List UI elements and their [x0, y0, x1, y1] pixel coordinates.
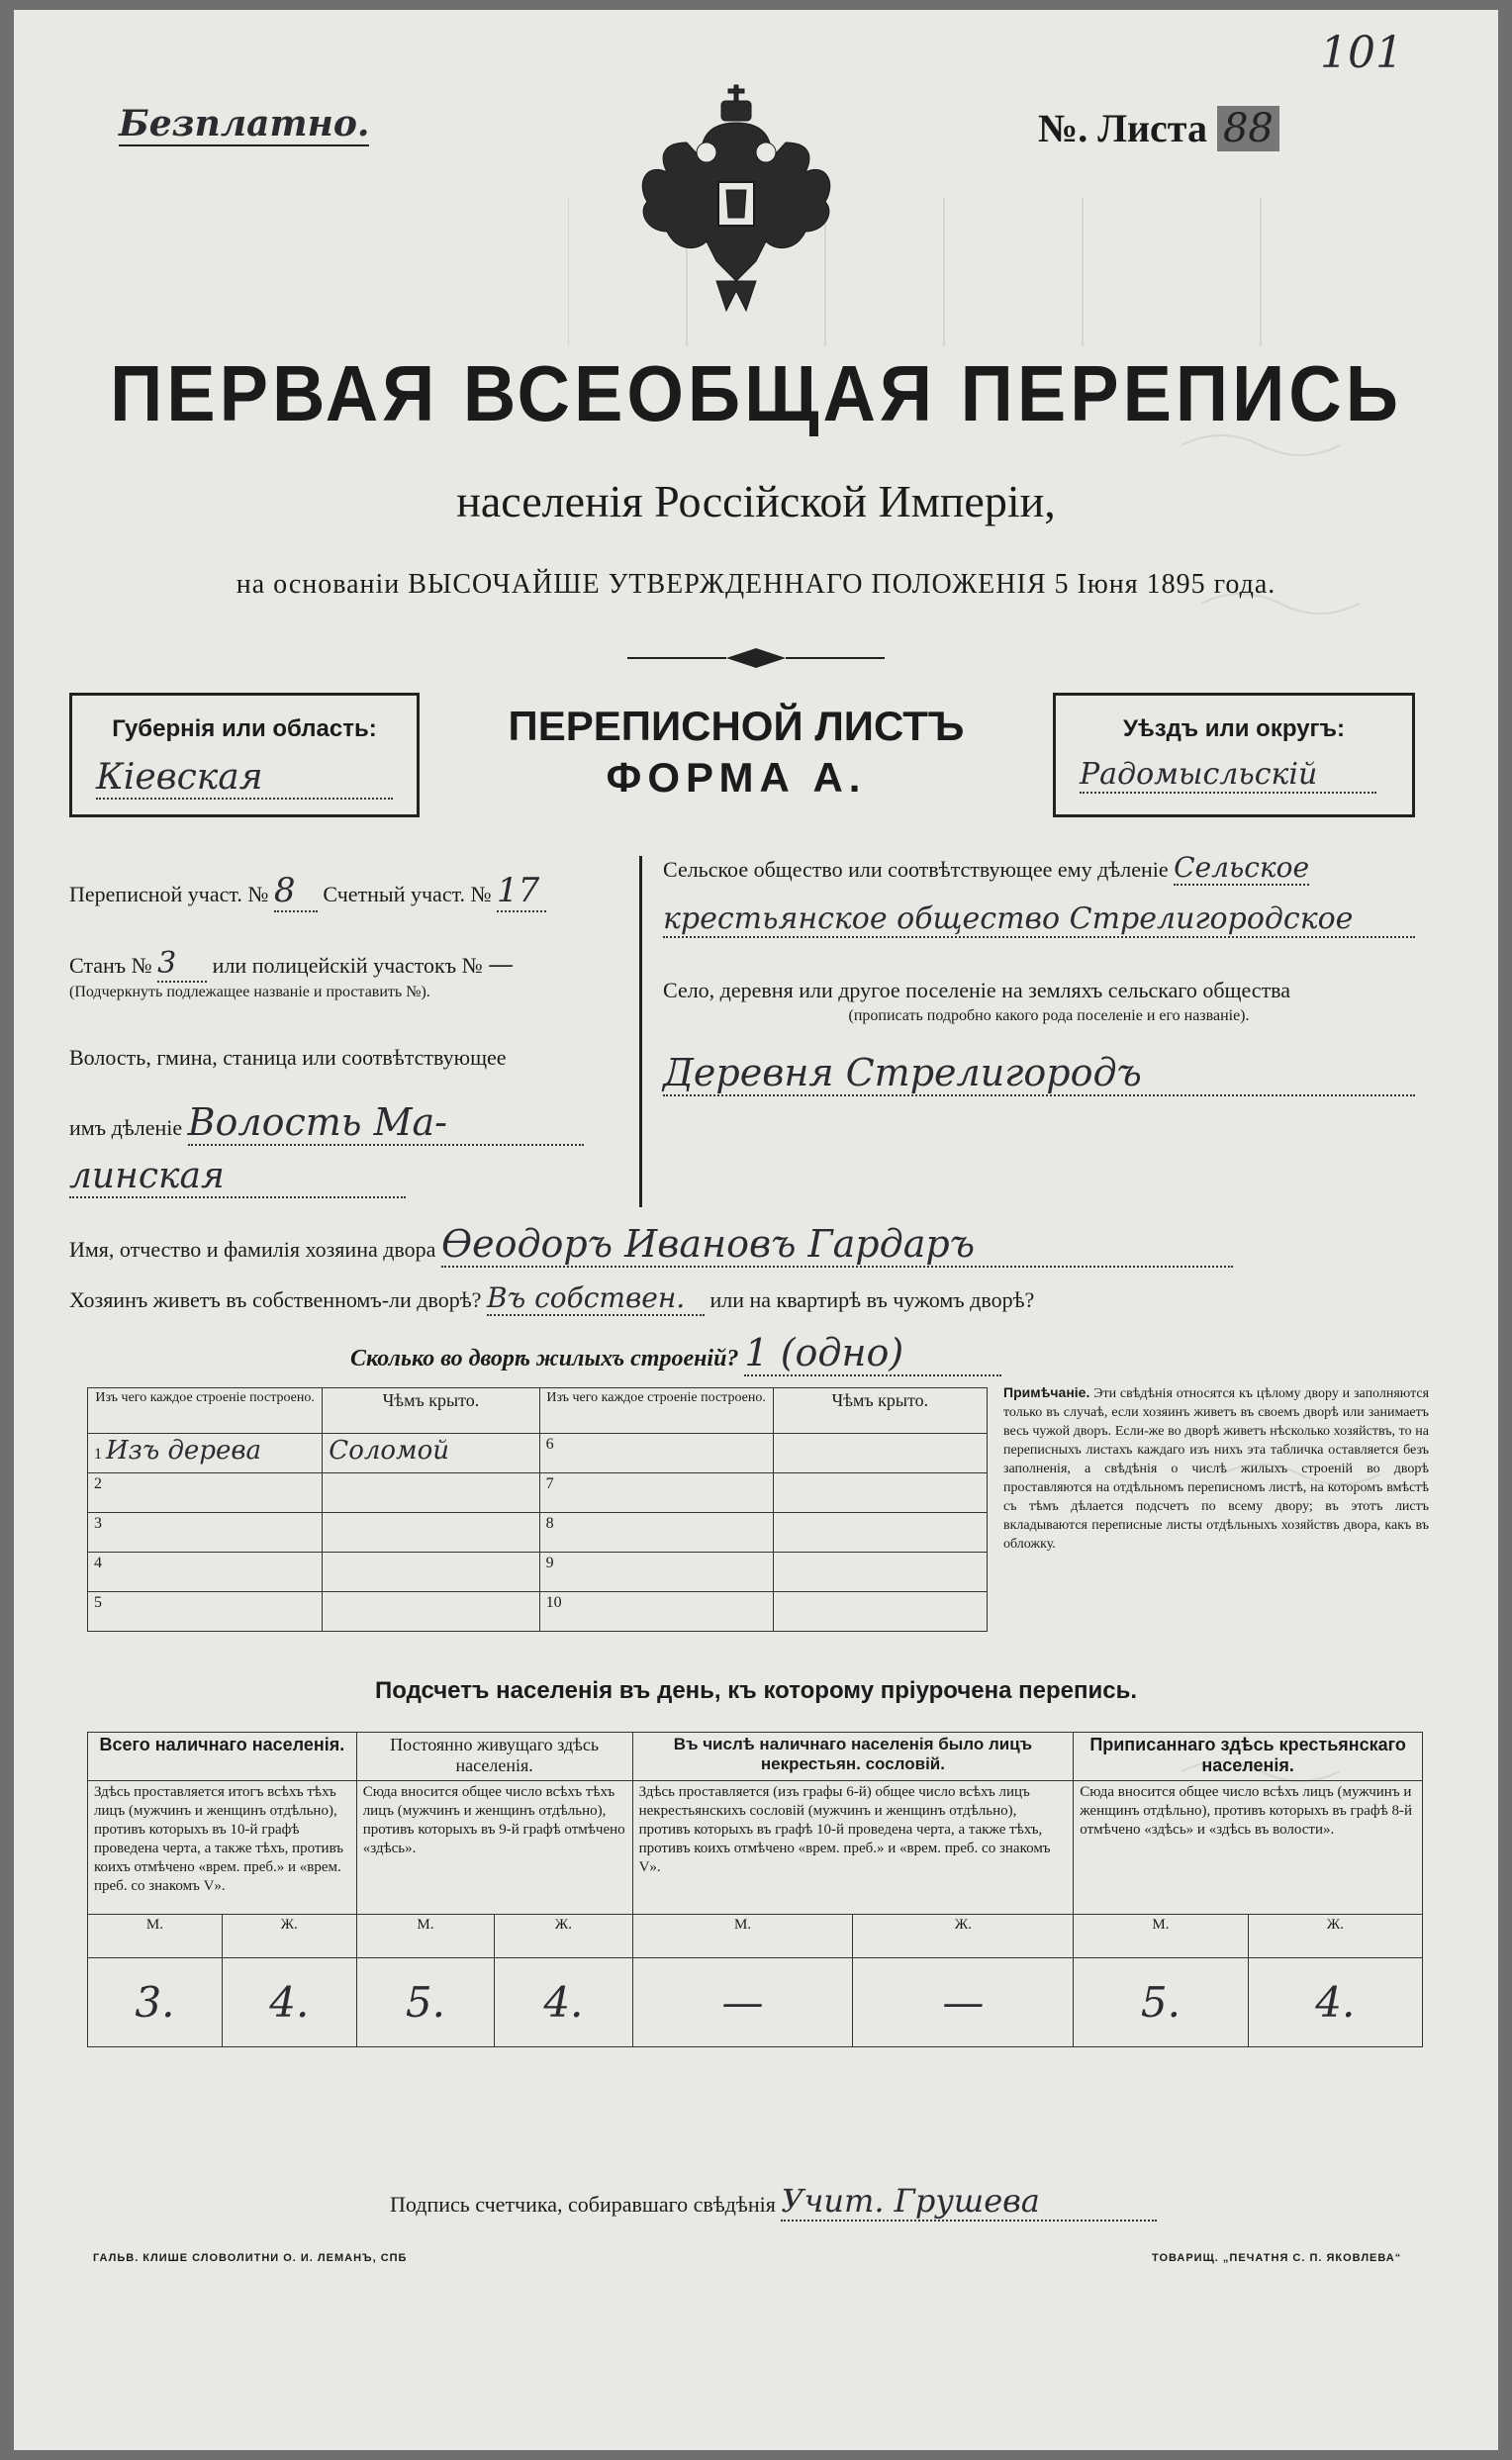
table-row	[88, 1592, 988, 1632]
m-label: М.	[356, 1915, 494, 1958]
owner-row	[69, 1222, 1435, 1268]
district-box	[1053, 693, 1415, 817]
lives-row	[69, 1281, 1435, 1316]
stan-label: Станъ №	[69, 953, 152, 978]
printer-right: ТОВАРИЩ. „ПЕЧАТНЯ С. П. ЯКОВЛЕВА“	[1152, 2252, 1402, 2264]
note-text: Эти свѣдѣнія относятся къ цѣлому двору и заполняются только въ случаѣ, если хозяинъ живетъ въ своемъ дворѣ или занимаетъ весь чужой дворъ. Если-же во дворѣ живетъ нѣсколько хозяйствъ, то на переписныхъ листахъ каждаго изъ нихъ эта табличка оставляется безъ заполненія, а свѣдѣнія о числѣ жилыхъ строеній во дворѣ проставляются на отдѣльномъ переписномъ листѣ, на которомъ вмѣстѣ съ тѣмъ дѣлается подсчетъ по всему двору; въ этотъ листъ вкладываются переписные листы отдѣльныхъ хозяйствъ двора, какъ въ обложку.	[1003, 1386, 1430, 1552]
society-value-1: Сельское	[1174, 851, 1310, 884]
count-unit-value: 17	[497, 871, 546, 912]
society-label: Сельское общество или соотвѣтствующее ему дѣленіе	[663, 857, 1169, 882]
lives-label-1: Хозяинъ живетъ въ собственномъ-ли дворѣ?	[69, 1287, 482, 1312]
table-row	[88, 1434, 988, 1473]
buildings-table	[87, 1387, 988, 1632]
row-number: 4	[94, 1555, 102, 1571]
census-unit-value: 8	[274, 871, 318, 912]
total-m-value: 3.	[88, 1958, 223, 2047]
district-label: Уѣздъ или округъ:	[1122, 715, 1346, 742]
form-title: ПЕРЕПИСНОЙ ЛИСТЪ	[508, 703, 965, 749]
total-zh-value: 4.	[222, 1958, 356, 2047]
nonpeasant-zh-value: —	[853, 1958, 1074, 2047]
count-col-head-4: Приписаннаго здѣсь крестьянскаго населенія.	[1074, 1733, 1423, 1781]
registered-zh-value: 4.	[1248, 1958, 1422, 2047]
lives-value: Въ собствен.	[487, 1281, 705, 1316]
left-fields	[69, 871, 633, 1198]
stan-value: 3	[157, 946, 207, 983]
nonpeasant-m-value: —	[632, 1958, 853, 2047]
registered-m-value: 5.	[1074, 1958, 1248, 2047]
volost-label-1: Волость, гмина, станица или соотвѣтствующее	[69, 1045, 507, 1070]
province-value: Кіевская	[96, 757, 393, 800]
society-row	[663, 851, 1435, 884]
title-basis: на основаніи ВЫСОЧАЙШЕ УТВЕРЖДЕННАГО ПОЛОЖЕНІЯ 5 Іюня 1895 года.	[236, 569, 1276, 600]
buildings-label: Сколько во дворѣ жилыхъ строеній?	[350, 1346, 739, 1372]
printer-left: ГАЛЬВ. КЛИШЕ СЛОВОЛИТНИ О. И. ЛЕМАНЪ, СПБ	[93, 2252, 408, 2264]
table-row	[88, 1553, 988, 1592]
sheet-number	[1038, 105, 1279, 151]
zh-label: Ж.	[495, 1915, 632, 1958]
permanent-zh-value: 4.	[495, 1958, 632, 2047]
count-col-desc-2: Сюда вносится общее число всѣхъ тѣхъ лицъ (мужчинъ и женщинъ отдѣльно), противъ которыхъ въ 9-й графѣ отмѣчено «здѣсь».	[356, 1781, 632, 1915]
free-label: Безплатно.	[119, 103, 370, 144]
volost-row	[69, 1100, 633, 1146]
ornament-divider	[627, 643, 885, 673]
table-row	[88, 1473, 988, 1513]
village-value: Деревня Стрелигородъ	[663, 1051, 1415, 1096]
count-table-mz	[88, 1915, 1423, 1958]
province-box	[69, 693, 420, 817]
count-col-desc-1: Здѣсь проставляется итогъ всѣхъ тѣхъ лицъ (мужчинъ и женщинъ отдѣльно), противъ которыхъ въ 10-й графѣ проведена черта, а также тѣхъ, противъ коихъ отмѣчено «врем. преб.» и «врем. преб. со знакомъ V».	[88, 1781, 357, 1915]
sheet-number-value: 88	[1217, 106, 1279, 151]
row-number: 3	[94, 1515, 102, 1532]
police-value: —	[488, 950, 515, 980]
village-note: (прописать подробно какого рода поселеніе и его названіе).	[848, 1007, 1250, 1024]
district-value: Радомысльскій	[1080, 757, 1376, 794]
zh-label: Ж.	[853, 1915, 1074, 1958]
buildings-row	[350, 1331, 1001, 1376]
col-roof-right: Чѣмъ крыто.	[773, 1388, 987, 1434]
volost-label-2: имъ дѣленіе	[69, 1115, 183, 1140]
sheet-number-label: №. Листа	[1038, 106, 1207, 150]
census-unit-label: Переписной участ. №	[69, 882, 269, 906]
count-col-desc-3: Здѣсь проставляется (изъ графы 6-й) общее число всѣхъ лицъ некрестьянскихъ сословій (мужчинъ и женщинъ отдѣльно), противъ которыхъ въ графѣ 10-й проведена черта, а также тѣхъ, противъ коихъ отмѣчено «врем. преб.» и «врем. преб. со знакомъ V».	[632, 1781, 1074, 1915]
count-table-header	[88, 1733, 1423, 1781]
row-number: 2	[94, 1475, 102, 1492]
signature-label: Подпись счетчика, собиравшаго свѣдѣнія	[390, 2192, 776, 2217]
note-block	[1003, 1383, 1429, 1554]
zh-label: Ж.	[1248, 1915, 1422, 1958]
m-label: М.	[632, 1915, 853, 1958]
row-number: 9	[545, 1555, 554, 1571]
police-label: или полицейскій участокъ №	[212, 953, 483, 978]
count-table	[87, 1732, 1423, 2047]
permanent-m-value: 5.	[356, 1958, 494, 2047]
roof-value: Соломой	[329, 1436, 450, 1466]
count-col-head-1: Всего наличнаго населенія.	[88, 1733, 357, 1781]
material-value: Изъ дерева	[106, 1436, 261, 1466]
count-table-desc	[88, 1781, 1423, 1915]
row-number: 1	[94, 1446, 102, 1463]
row-number: 6	[545, 1436, 554, 1453]
stan-row	[69, 946, 633, 980]
owner-label: Имя, отчество и фамилія хозяина двора	[69, 1237, 436, 1262]
form-title-block	[429, 703, 1043, 802]
corner-number: 101	[1320, 28, 1403, 78]
col-material-right: Изъ чего каждое строеніе построено.	[539, 1388, 773, 1434]
lives-label-2: или на квартирѣ въ чужомъ дворѣ?	[709, 1287, 1035, 1312]
count-table-values	[88, 1958, 1423, 2047]
right-fields	[663, 851, 1435, 1096]
row-number: 5	[94, 1594, 102, 1611]
census-unit-row	[69, 871, 633, 920]
province-label: Губернія или область:	[112, 715, 377, 742]
count-col-desc-4: Сюда вносится общее число всѣхъ лицъ (мужчинъ и женщинъ отдѣльно), противъ которыхъ въ графѣ 8-й отмѣчено «здѣсь» и «здѣсь въ волости».	[1074, 1781, 1423, 1915]
count-col-head-2: Постоянно живущаго здѣсь населенія.	[356, 1733, 632, 1781]
signature-row	[390, 2182, 1157, 2222]
column-separator	[639, 856, 642, 1207]
society-value-2: крестьянское общество Стрелигородское	[663, 901, 1415, 938]
note-title: Примѣчаніе.	[1003, 1384, 1090, 1400]
row-number: 8	[545, 1515, 554, 1532]
count-unit-label: Счетный участ. №	[323, 882, 492, 906]
volost-value-2: линская	[69, 1156, 406, 1198]
underline-note: (Подчеркнуть подлежащее названіе и проставить №).	[69, 984, 430, 1000]
count-col-head-3: Въ числѣ наличнаго населенія было лицъ некрестьян. сословій.	[632, 1733, 1074, 1781]
count-title: Подсчетъ населенія въ день, къ которому пріурочена перепись.	[375, 1677, 1137, 1704]
m-label: М.	[1074, 1915, 1248, 1958]
m-label: М.	[88, 1915, 223, 1958]
row-number: 7	[545, 1475, 554, 1492]
eagle-emblem-icon	[627, 83, 845, 321]
buildings-table-header	[88, 1388, 988, 1434]
table-row	[88, 1513, 988, 1553]
col-material-left: Изъ чего каждое строеніе построено.	[88, 1388, 323, 1434]
village-label: Село, деревня или другое поселеніе на земляхъ сельскаго общества	[663, 978, 1291, 1002]
row-number: 10	[545, 1594, 562, 1611]
zh-label: Ж.	[222, 1915, 356, 1958]
buildings-value: 1 (одно)	[744, 1331, 1001, 1376]
volost-value-1: Волость Ма-	[188, 1100, 584, 1146]
col-roof-left: Чѣмъ крыто.	[323, 1388, 539, 1434]
census-sheet	[14, 10, 1498, 2450]
owner-value: Ѳеодоръ Ивановъ Гардаръ	[441, 1222, 1233, 1268]
signature-value: Учит. Грушева	[781, 2182, 1157, 2222]
title-main: ПЕРВАЯ ВСЕОБЩАЯ ПЕРЕПИСЬ	[110, 348, 1402, 438]
title-sub: населенія Россійской Имперіи,	[456, 476, 1056, 526]
form-sub: ФОРМА А.	[606, 754, 867, 801]
